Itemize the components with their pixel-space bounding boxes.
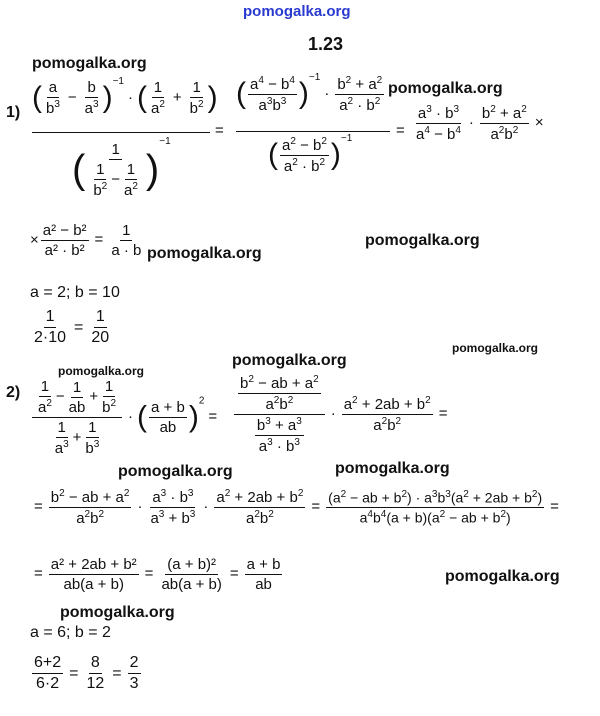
watermark: pomogalka.org [32, 55, 147, 72]
part2-final-n2: 8 [89, 654, 102, 674]
part1-step4-denominator: a² · b² [44, 242, 85, 259]
part2-step4-d3: ab [255, 576, 272, 593]
part1-step3: $\frac{a^3 \cdot b^3}{a^4 - b^4}$ · $\frac{b^2 + a^2}{a^2b^2}$ × [416, 104, 544, 143]
part2-expr: $\frac{1}{a^2}$ − $\frac{1}{ab}$ + $\frac{1}{b^2}$ $\frac{1}{a^3}$ + $\frac{1}{b^3}$ · ( $\frac{a + b}{ab}$ )$^2$= [30, 378, 221, 457]
part1-step4-numerator: a² − b² [42, 222, 87, 239]
part1-label: 1) [6, 104, 21, 121]
part2-step4-n3: a + b [246, 556, 281, 573]
part2-step4-d2: ab(a + b) [161, 576, 222, 593]
watermark: pomogalka.org [118, 463, 233, 480]
multiply-sign: × [30, 231, 39, 249]
part1-step4: × $\frac{\text{a² − b²}}{\text{a² · b²}}$ = $\frac{1}{a \cdot b}$ [30, 222, 142, 259]
part2-final-d1: 6·2 [36, 675, 60, 692]
part1-step2-denominator: ( $\frac{a^2 - b^2}{a^2 \cdot b^2}$ )$^{-1}$ [268, 133, 353, 175]
part2-final: $\frac{6+2}{6\cdot 2}$ = $\frac{8}{12}$ = $\frac{2}{3}$ [34, 654, 139, 692]
watermark: pomogalka.org [147, 245, 262, 262]
part2-step4-n1: a² + 2ab + b² [50, 556, 137, 573]
part1-main-fraction-bar [32, 132, 210, 133]
watermark: pomogalka.org [232, 352, 347, 369]
part2-label: 2) [6, 384, 21, 401]
part1-step2-numerator: ( $\frac{a^4 - b^4}{a^3b^3}$ )$^{-1}$· $\frac{b^2 + a^2}{a^2 \cdot b^2}$ [236, 72, 383, 114]
part2-step2: $\frac{\frac{b^2 - ab + a^2}{a^2b^2}}{\frac{b^3 + a^3}{a^3 \cdot b^3}}$ · $\frac{a^2 + 2ab + b^2}{a^2b^2}$ = [232, 374, 451, 455]
part2-step4-d1: ab(a + b) [63, 576, 124, 593]
equals-sign: = [215, 122, 224, 139]
part2-step4: = $\frac{\text{a² + 2ab + b²}}{ab(a + b)}$ = $\frac{\text{(a + b)²}}{ab(a + b)}$ = $\frac{a + b}{ab}$ [34, 556, 281, 593]
part1-result-denominator: a · b [111, 242, 142, 259]
watermark: pomogalka.org [365, 232, 480, 249]
part1-values: a = 2; b = 10 [30, 284, 120, 301]
part2-step4-n2: (a + b)² [167, 556, 217, 573]
part2-final-d2: 12 [86, 675, 105, 692]
watermark: pomogalka.org [452, 341, 539, 355]
part1-final-d2: 20 [91, 329, 110, 346]
watermark: pomogalka.org [388, 80, 503, 97]
watermark-top: pomogalka.org [243, 3, 351, 20]
equals-sign: = [74, 318, 84, 336]
part2-step3: = $\frac{b^2 - ab + a^2}{a^2b^2}$ · $\frac{a^3 \cdot b^3}{a^3 + b^3}$ · $\frac{a^2 + 2ab + b^2}{a^2b^2}$ = $\frac{(a^2 - ab + b^2) \cdot a^3b^3(a^2 + 2ab + b^2)}{a^4b^4(a + b)(a^2 - ab + b^2)}$ = [34, 488, 559, 527]
part1-step2-fraction-bar [236, 131, 390, 132]
part2-final-n3: 2 [128, 654, 141, 674]
part1-expr-numerator: ( $\frac{a}{b^3}$ − $\frac{b}{a^3}$ )$^{-1}$· ( $\frac{1}{a^2}$ + $\frac{1}{b^2}$ ) [32, 76, 218, 118]
part1-final-d1: 2·10 [34, 329, 67, 346]
part2-final-d3: 3 [129, 675, 139, 692]
watermark: pomogalka.org [335, 460, 450, 477]
watermark: pomogalka.org [60, 604, 175, 621]
part1-final-n2: 1 [94, 308, 107, 328]
part1-final [30, 308, 113, 347]
part2-values: a = 6; b = 2 [30, 624, 111, 641]
part1-final-n1: 1 [44, 308, 57, 328]
part2-final-n1: 6+2 [32, 654, 63, 674]
watermark: pomogalka.org [445, 568, 560, 585]
equals-sign: = [396, 122, 405, 139]
problem-number: 1.23 [308, 34, 344, 54]
part1-expr-denominator: ( 1 $\frac{1}{b^2}$ − $\frac{1}{a^2}$ )$^{-1}$ [72, 136, 171, 200]
part1-result-numerator: 1 [122, 222, 131, 239]
watermark: pomogalka.org [58, 364, 145, 378]
